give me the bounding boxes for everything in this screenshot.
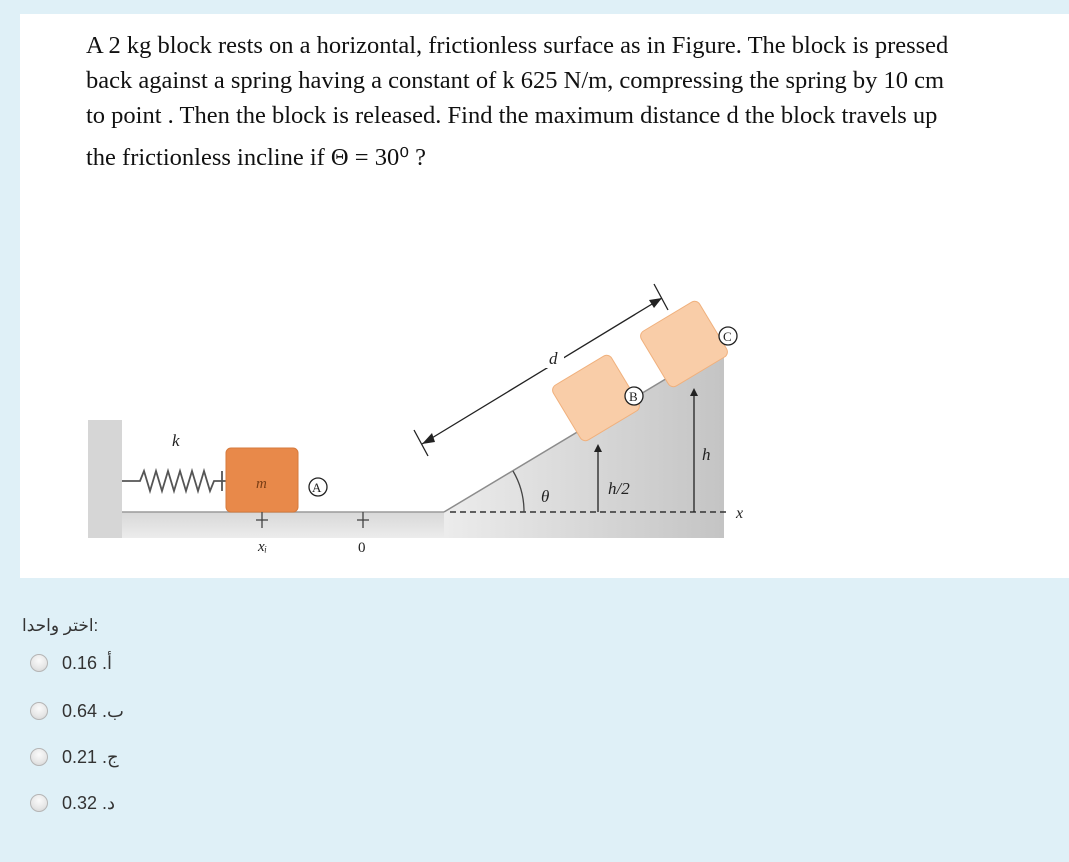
point-a-label: A bbox=[312, 480, 322, 495]
question-line: A 2 kg block rests on a horizontal, frictionless surface as in Figure. The block is pressed bbox=[86, 32, 949, 59]
h-label: h bbox=[702, 445, 711, 464]
answer-option-b[interactable] bbox=[30, 698, 124, 724]
xi-label: xᵢ bbox=[258, 539, 268, 555]
answer-option-c[interactable] bbox=[30, 744, 119, 770]
zero-label: 0 bbox=[358, 540, 366, 556]
answer-value: 0.21 bbox=[62, 746, 98, 767]
wall bbox=[88, 420, 122, 538]
answer-letter: د. bbox=[102, 792, 116, 813]
answer-label[interactable] bbox=[62, 701, 124, 722]
radio-button[interactable] bbox=[30, 654, 48, 672]
radio-button[interactable] bbox=[30, 794, 48, 812]
x-axis-label: x bbox=[736, 505, 744, 522]
answer-value: 0.32 bbox=[62, 792, 98, 813]
d-end-right bbox=[654, 284, 668, 310]
question-line: back against a spring having a constant of k 625 N/m, compressing the spring by 10 cm bbox=[86, 67, 945, 94]
answer-option-d[interactable] bbox=[30, 790, 115, 816]
mass-label: m bbox=[256, 476, 267, 492]
spring-constant-label: k bbox=[172, 431, 180, 450]
d-arrowhead-left bbox=[422, 433, 435, 444]
d-label: d bbox=[549, 349, 558, 368]
answer-letter: ج. bbox=[102, 746, 119, 767]
answer-value: 0.64 bbox=[62, 700, 98, 721]
answer-option-a[interactable] bbox=[30, 650, 112, 676]
theta-label: θ bbox=[541, 487, 550, 506]
radio-button[interactable] bbox=[30, 748, 48, 766]
answer-label[interactable] bbox=[62, 793, 115, 814]
spring bbox=[122, 471, 232, 491]
answer-label[interactable] bbox=[62, 653, 112, 674]
answer-letter: أ. bbox=[102, 652, 113, 673]
h-half-label: h/2 bbox=[608, 479, 630, 498]
answer-label[interactable] bbox=[62, 747, 119, 768]
answer-letter: ب. bbox=[102, 700, 124, 721]
d-arrowhead-right bbox=[649, 298, 662, 308]
point-b-label: B bbox=[629, 389, 638, 404]
physics-figure bbox=[88, 276, 788, 566]
question-card bbox=[20, 14, 1069, 578]
answer-prompt: :اختر واحدا bbox=[22, 616, 99, 635]
question-text bbox=[86, 28, 1036, 175]
question-line: to point . Then the block is released. Find the maximum distance d the block travels up bbox=[86, 102, 938, 129]
radio-button[interactable] bbox=[30, 702, 48, 720]
question-line: the frictionless incline if Θ = 30⁰ ? bbox=[86, 144, 427, 171]
answer-value: 0.16 bbox=[62, 652, 98, 673]
point-c-label: C bbox=[723, 329, 732, 344]
ground bbox=[122, 512, 452, 538]
